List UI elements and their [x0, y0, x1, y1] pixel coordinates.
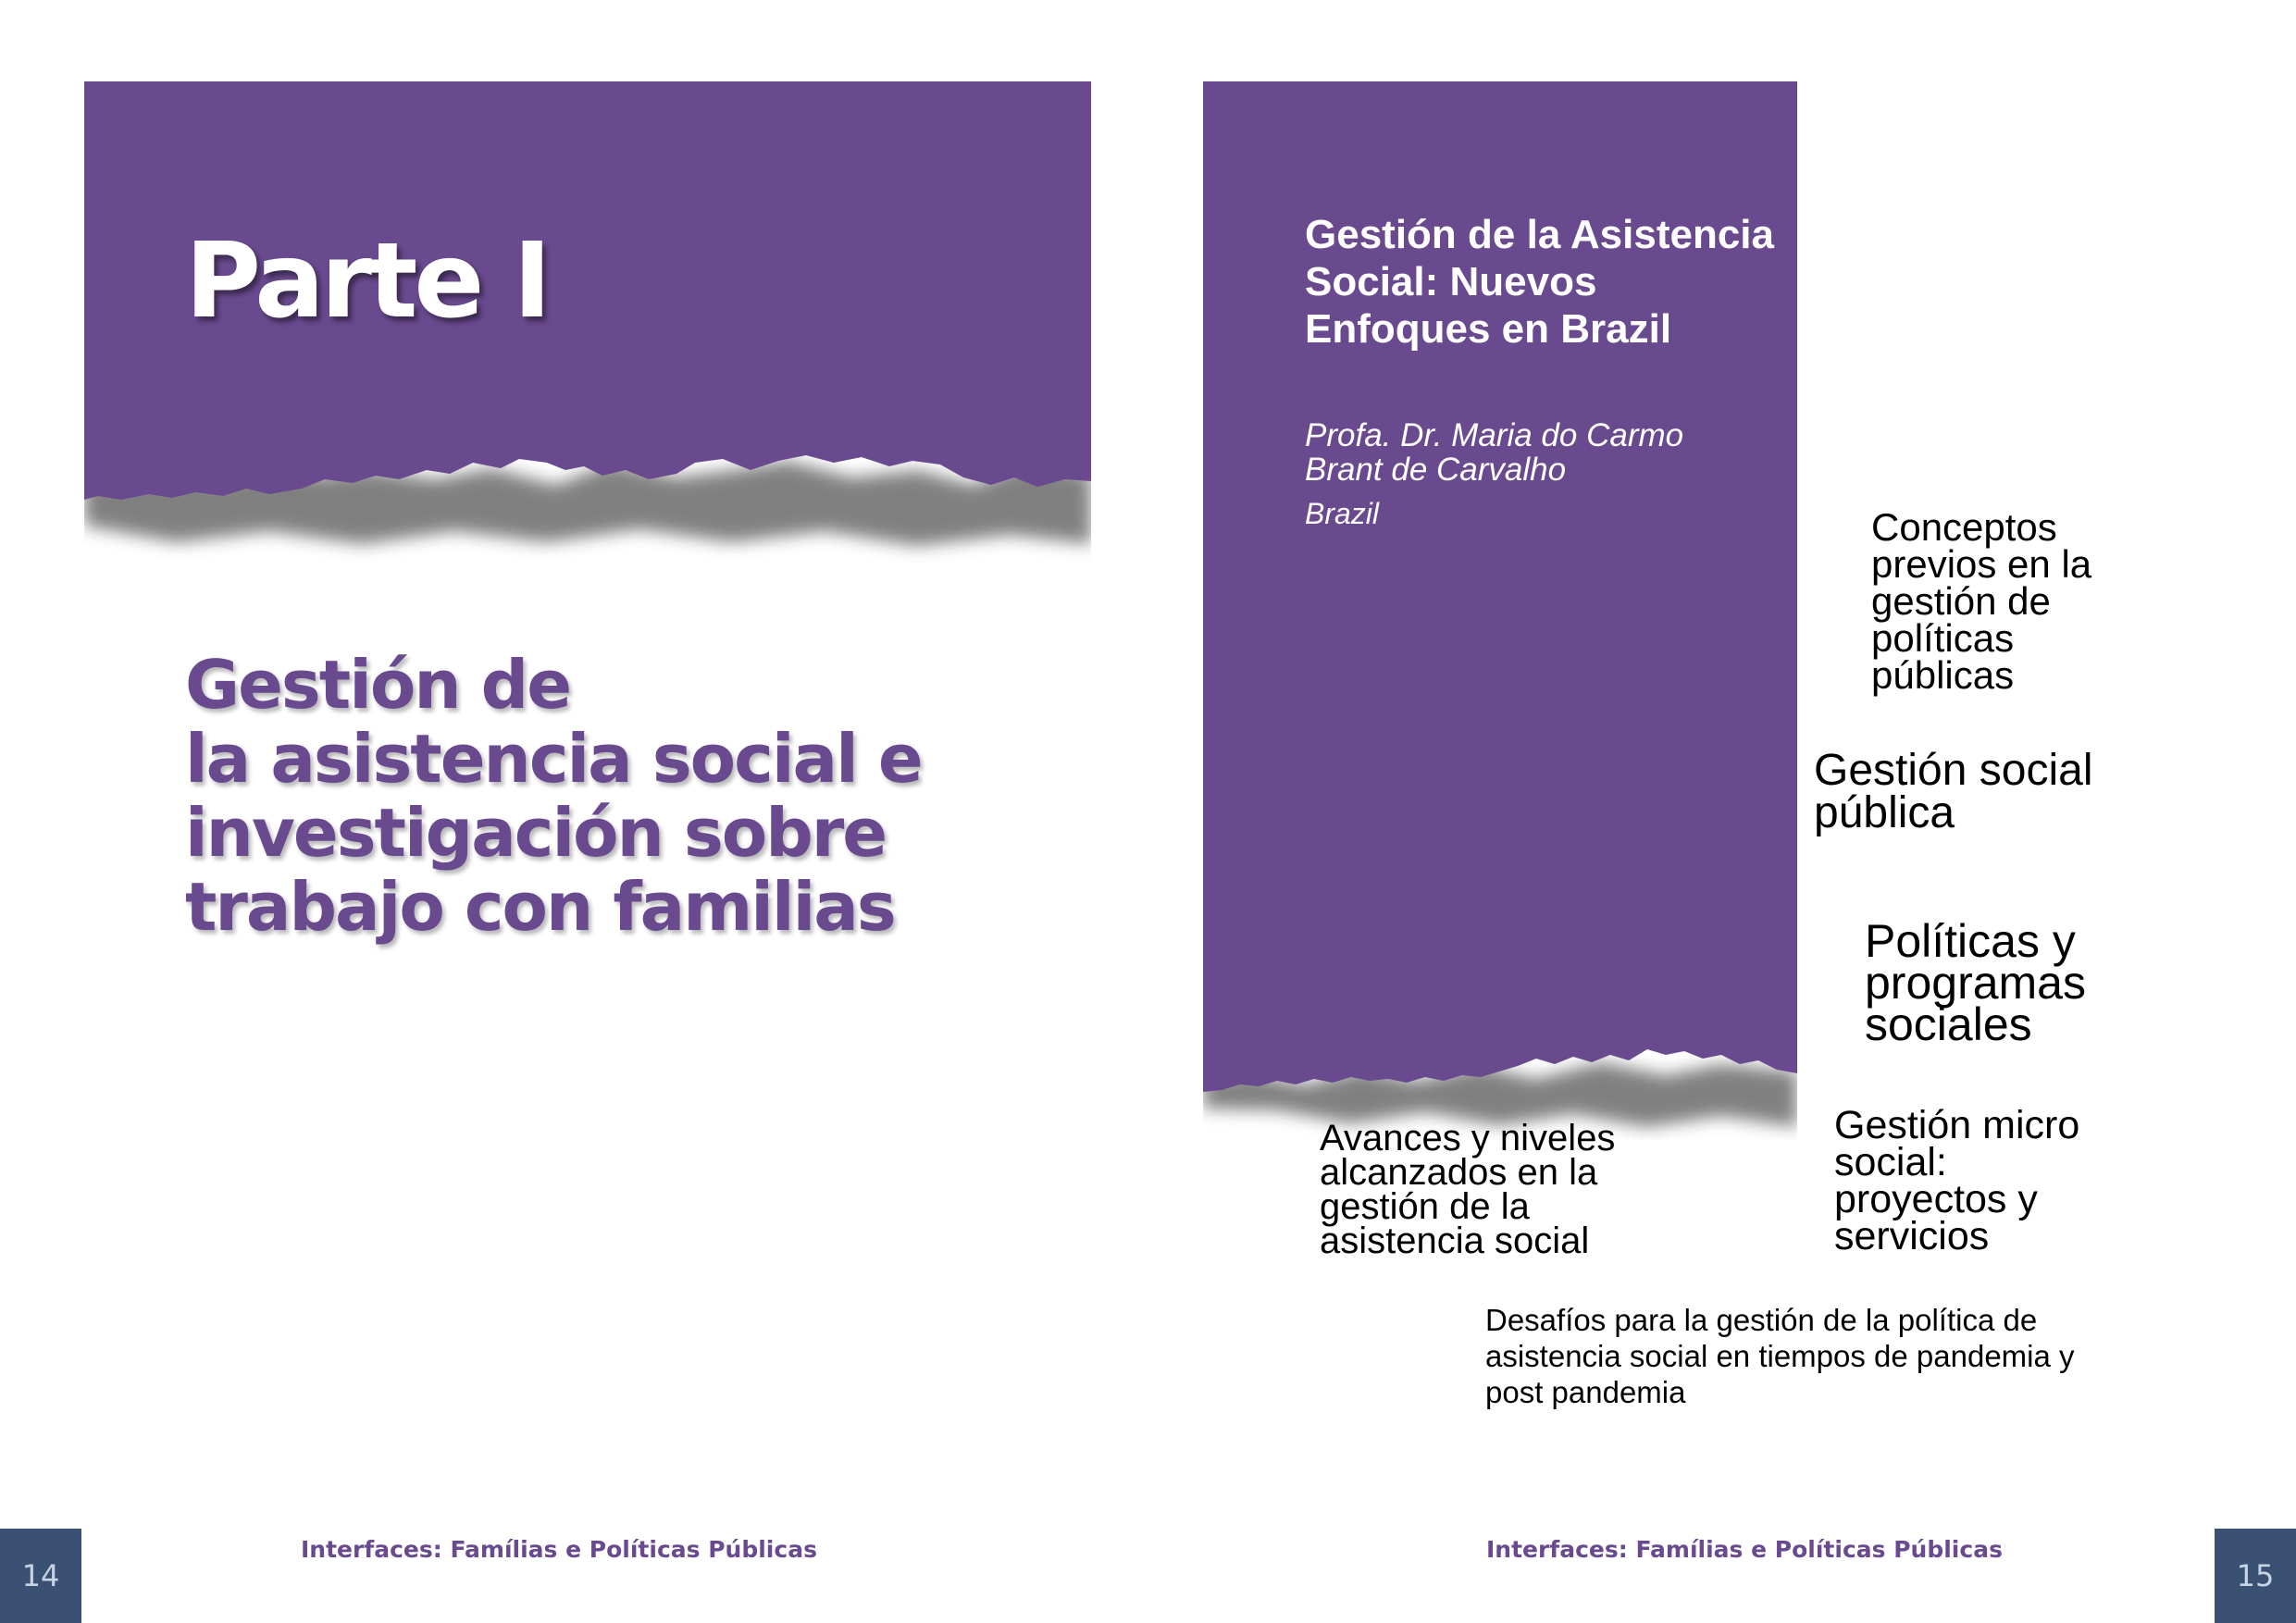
- topic-line: proyectos y: [1834, 1177, 2038, 1221]
- chapter-title-line: trabajo con familias: [185, 868, 895, 946]
- topic-line: públicas: [1871, 653, 2015, 697]
- topic-line: Conceptos: [1871, 505, 2057, 549]
- topic-avances-niveles: [1320, 1118, 1616, 1261]
- topic-line: alcanzados en la: [1320, 1152, 1598, 1193]
- topic-line: gestión de: [1871, 579, 2051, 623]
- part-title: Parte I: [185, 221, 549, 341]
- chapter-title-line: investigación sobre: [185, 794, 887, 872]
- topic-line: Políticas y: [1865, 915, 2076, 967]
- author-line: Brant de Carvalho: [1305, 452, 1567, 488]
- running-head-right: Interfaces: Famílias e Políticas Públicas: [1486, 1536, 2003, 1563]
- article-country: Brazil: [1305, 497, 1380, 530]
- topic-line: programas: [1865, 957, 2086, 1009]
- topic-line: previos en la: [1871, 542, 2092, 586]
- topic-conceptos-previos: [1871, 505, 2092, 697]
- topic-gestion-micro-social: [1834, 1103, 2080, 1258]
- running-head-left: Interfaces: Famílias e Políticas Públicas: [301, 1536, 817, 1563]
- article-author: [1305, 418, 1786, 487]
- topic-line: políticas: [1871, 616, 2015, 660]
- topic-line: social:: [1834, 1140, 1947, 1184]
- chapter-title-line: la asistencia social e: [185, 720, 922, 798]
- topic-desafios-pandemia: [1485, 1302, 2075, 1410]
- topic-line: asistencia social en tiempos de pandemia y: [1485, 1339, 2075, 1373]
- topic-politicas-programas: [1865, 915, 2086, 1050]
- topic-line: Gestión social: [1814, 746, 2093, 795]
- topic-line: Avances y niveles: [1320, 1118, 1616, 1158]
- article-title: Gestión de la Asistencia Social: Nuevos Enfoques en Brazil: [1305, 212, 1774, 352]
- author-line: Profa. Dr. Maria do Carmo: [1305, 417, 1684, 453]
- page-number-right: 15: [2215, 1529, 2296, 1623]
- chapter-title: [185, 648, 1074, 944]
- topic-line: Desafíos para la gestión de la política de: [1485, 1303, 2038, 1337]
- topic-line: sociales: [1865, 998, 2032, 1050]
- topic-line: gestión de la: [1320, 1186, 1530, 1227]
- topic-line: Gestión micro: [1834, 1103, 2080, 1147]
- topic-line: pública: [1814, 788, 1955, 837]
- page-number-left: 14: [0, 1529, 81, 1623]
- topic-gestion-social-publica: [1814, 746, 2093, 837]
- topic-line: servicios: [1834, 1214, 1990, 1258]
- topic-line: asistencia social: [1320, 1220, 1590, 1261]
- topic-line: post pandemia: [1485, 1375, 1686, 1409]
- chapter-title-line: Gestión de: [185, 646, 571, 724]
